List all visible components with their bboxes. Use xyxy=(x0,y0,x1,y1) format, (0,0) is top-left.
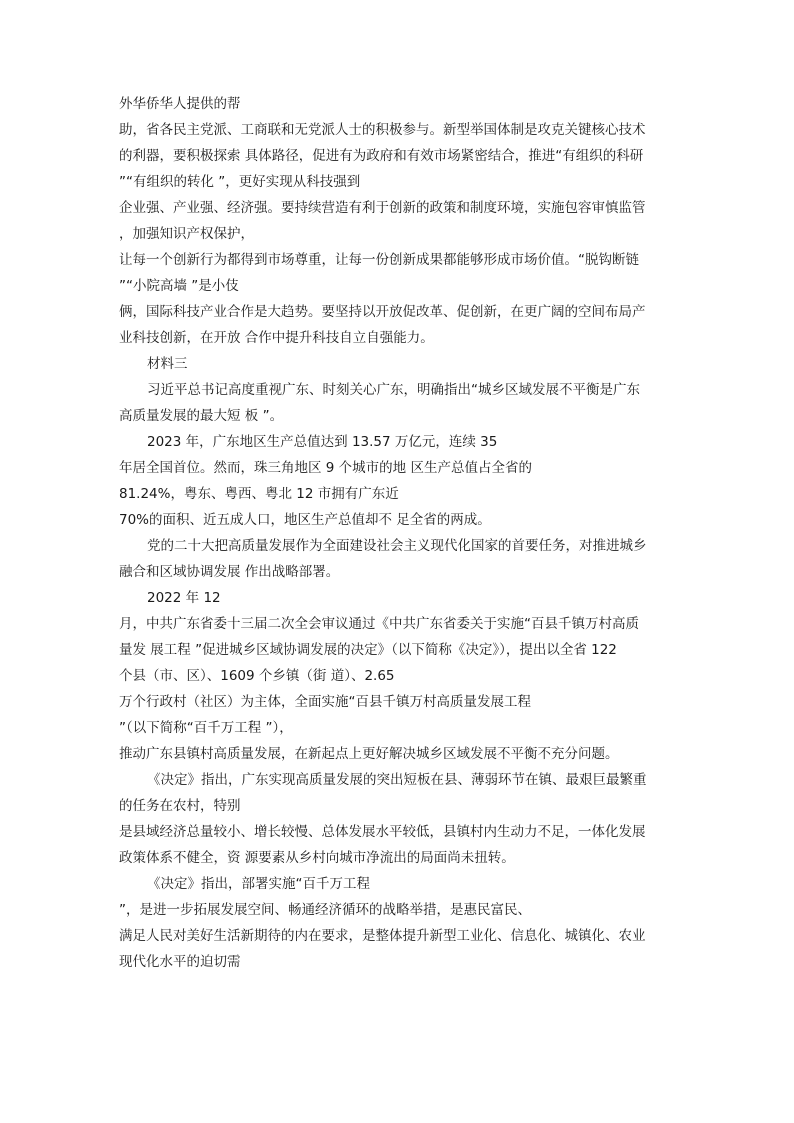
text-line: 高质量发展的最大短 板 ”。 xyxy=(119,408,284,424)
text-line: ”，是进一步拓展发展空间、畅通经济循环的战略举措，是惠民富民、 xyxy=(119,902,531,918)
text-line: 外华侨华人提供的帮 xyxy=(119,96,241,112)
text-line: 俩，国际科技产业合作是大趋势。要坚持以开放促改革、促创新，在更广阔的空间布局产 xyxy=(119,304,646,320)
text-line: 助，省各民主党派、工商联和无党派人士的积极参与。新型举国体制是攻克关键核心技术 xyxy=(119,122,646,138)
text-line: 2023 年，广东地区生产总值达到 13.57 万亿元，连续 35 xyxy=(147,434,498,450)
text-line: 81.24%，粤东、粤西、粤北 12 市拥有广东近 xyxy=(119,486,399,502)
text-line: 《决定》指出，部署实施“百千万工程 xyxy=(147,876,370,892)
text-line: ”“小院高墙 ”是小伎 xyxy=(119,278,239,294)
text-line: 推动广东县镇村高质量发展，在新起点上更好解决城乡区域发展不平衡不充分问题。 xyxy=(119,746,619,762)
text-line: 70%的面积、近五成人口，地区生产总值却不 足全省的两成。 xyxy=(119,512,491,528)
text-line: 万个行政村（社区）为主体，全面实施“百县千镇万村高质量发展工程 xyxy=(119,694,531,710)
text-line: 的任务在农村，特别 xyxy=(119,798,241,814)
text-line: 现代化水平的迫切需 xyxy=(119,954,241,970)
text-line: 习近平总书记高度重视广东、时刻关心广东，明确指出“城乡区域发展不平衡是广东 xyxy=(147,382,640,398)
section-heading: 材料三 xyxy=(147,356,188,372)
text-line: 个县（市、区）、1609 个乡镇（街 道）、2.65 xyxy=(119,668,395,684)
text-line: 党的二十大把高质量发展作为全面建设社会主义现代化国家的首要任务，对推进城乡 xyxy=(147,538,647,554)
text-line: 是县域经济总量较小、增长较慢、总体发展水平较低，县镇村内生动力不足，一体化发展 xyxy=(119,824,646,840)
text-line: 政策体系不健全，资 源要素从乡村向城市净流出的局面尚未扭转。 xyxy=(119,850,515,866)
text-line: 量发 展工程 ”促进城乡区域协调发展的决定》（以下简称《决定》），提出以全省 122 xyxy=(119,642,617,658)
text-line: 2022 年 12 xyxy=(147,590,221,606)
text-line: 融合和区域协调发展 作出战略部署。 xyxy=(119,564,340,580)
text-line: 月，中共广东省委十三届二次全会审议通过《中共广东省委关于实施“百县千镇万村高质 xyxy=(119,616,639,632)
text-line: 的利器，要积极探索 具体路径，促进有为政府和有效市场紧密结合，推进“有组织的科研 xyxy=(119,148,644,164)
text-line: 《决定》指出，广东实现高质量发展的突出短板在县、薄弱环节在镇、最艰巨最繁重 xyxy=(147,772,647,788)
text-line: ”（以下简称“百千万工程 ”）， xyxy=(119,720,293,736)
text-line: 业科技创新，在开放 合作中提升科技自立自强能力。 xyxy=(119,330,434,346)
text-line: 企业强、产业强、经济强。要持续营造有利于创新的政策和制度环境，实施包容审慎监管 xyxy=(119,200,646,216)
text-line: ，加强知识产权保护， xyxy=(119,226,254,242)
text-line: 年居全国首位。然而，珠三角地区 9 个城市的地 区生产总值占全省的 xyxy=(119,460,532,476)
text-line: 满足人民对美好生活新期待的内在要求，是整体提升新型工业化、信息化、城镇化、农业 xyxy=(119,928,646,944)
text-line: ”“有组织的转化 ”，更好实现从科技强到 xyxy=(119,174,361,190)
text-line: 让每一个创新行为都得到市场尊重，让每一份创新成果都能够形成市场价值。“脱钩断链 xyxy=(119,252,639,268)
